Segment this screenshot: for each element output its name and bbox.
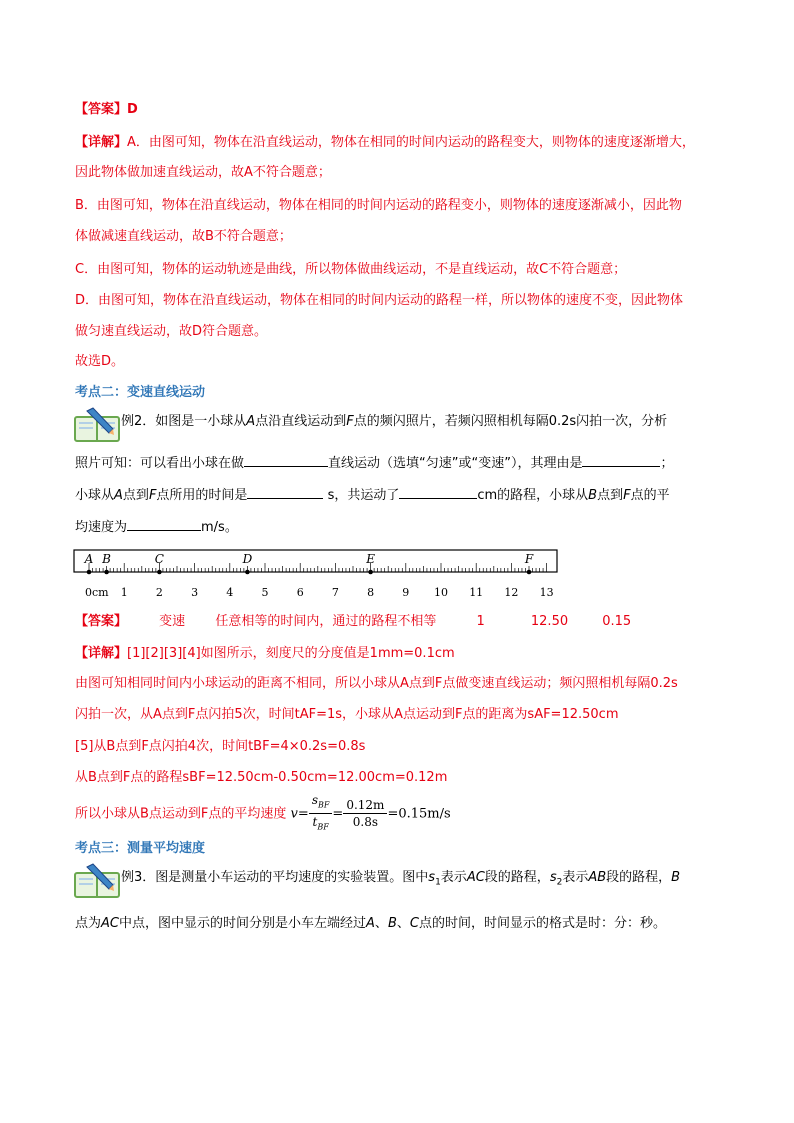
ruler-point-label: E	[366, 552, 375, 566]
answer-2-label: 【答案】	[75, 614, 128, 629]
conclusion-line: 故选D。	[75, 354, 125, 369]
detail-2-line-4: [5]从B点到F点闪拍4次，时间tBF=4×0.2s=0.8s	[75, 739, 366, 754]
ruler-point-B	[104, 570, 109, 575]
ruler-point-E	[368, 570, 373, 575]
ruler-point-label: B	[102, 552, 112, 566]
ruler-point-F	[527, 570, 532, 575]
ruler-number-label: 6	[296, 586, 304, 599]
detail-2-label: 【详解】	[75, 646, 128, 661]
key-point-3-title: 考点三：测量平均速度	[75, 841, 206, 856]
ruler-point-label: C	[154, 552, 164, 566]
detail-text: A．由图可知，物体在沿直线运动，物体在相同的时间内运动的路程变大，则物体的速度逐渐增大，	[127, 135, 695, 150]
answer-blank-1[interactable]	[244, 452, 328, 467]
detail-2-line-1: 【详解】[1][2][3][4]如图所示，刻度尺的分度值是1mm=0.1cm	[75, 646, 455, 661]
key-point-2-title: 考点二：变速直线运动	[75, 385, 206, 400]
detail-2-line-2: 由图可知相同时间内小球运动的距离不相同，所以小球从A点到F点做变速直线运动；频闪照相机每隔0.2s	[75, 676, 678, 691]
detail-line-4: 体做减速直线运动，故B不符合题意；	[75, 229, 292, 244]
answer-blank-4[interactable]	[399, 484, 477, 499]
example-3-line-1: 例3．图是测量小车运动的平均速度的实验装置。图中$s_1$表示AC段的路程，$s_2$表示AB段的路程，B	[121, 870, 681, 888]
answer-2-item-3: 1	[476, 614, 485, 629]
ruler-body	[74, 550, 557, 572]
fraction-values: $\frac{0.12m}{0.8s}$	[343, 797, 387, 830]
answer-value: D	[127, 102, 138, 117]
detail-label: 【详解】	[75, 135, 128, 150]
answer-2-item-1: 变速	[159, 614, 186, 629]
ruler-number-label: 7	[331, 586, 339, 599]
example-2-line-2: 照片可知：可以看出小球在做 直线运动（选填“匀速”或“变速”），其理由是 ；	[75, 452, 673, 474]
ruler-figure	[70, 546, 570, 604]
ruler-number-label: 12	[504, 586, 519, 599]
ruler-point-A	[87, 570, 92, 575]
velocity-formula: v= $\frac{s_{BF}}{t_{BF}}$ = $\frac{0.12m}{0.8s}$ =0.15m/s	[291, 792, 451, 836]
example-2-line-1: 例2．如图是一小球从A点沿直线运动到F点的频闪照片，若频闪照相机每隔0.2s闪拍一次，分析	[121, 414, 668, 429]
ruler-number-label: 4	[226, 586, 234, 599]
ruler-number-label: 3	[191, 586, 199, 599]
answer-2-item-4: 12.50	[530, 614, 569, 629]
answer-blank-5[interactable]	[127, 516, 201, 531]
ruler-point-label: D	[242, 552, 253, 566]
detail-2-line-3: 闪拍一次，从A点到F点闪拍5次，时间tAF=1s，小球从A点运动到F点的距离为sAF=12.50cm	[75, 707, 619, 722]
ruler-number-label: 5	[261, 586, 269, 599]
ruler-point-label: A	[84, 552, 94, 566]
detail-line-5: C．由图可知，物体的运动轨迹是曲线，所以物体做曲线运动，不是直线运动，故C不符合题意；	[75, 262, 627, 277]
ruler-number-label: 10	[434, 586, 448, 599]
ruler-number-label: 13	[539, 586, 554, 599]
ruler-number-label: 11	[469, 586, 484, 599]
answer-blank-3[interactable]	[247, 484, 323, 499]
answer-2-line	[75, 612, 631, 632]
book-pencil-icon	[73, 407, 121, 443]
detail-2-line-6: 所以小球从B点运动到F点的平均速度 v= $\frac{s_{BF}}{t_{BF}}$ = $\frac{0.12m}{0.8s}$ =0.15m/s	[75, 792, 451, 836]
ruler-number-label: 2	[155, 586, 163, 599]
answer-2-item-5: 0.15	[602, 614, 632, 629]
ruler-number-label: 0cm	[85, 586, 109, 599]
ruler-point-D	[245, 570, 250, 575]
detail-line-2: 因此物体做加速直线运动，故A不符合题意；	[75, 165, 331, 180]
answer-label: 【答案】	[75, 102, 128, 117]
detail-line-3: B．由图可知，物体在沿直线运动，物体在相同的时间内运动的路程变小，则物体的速度逐渐减小，因此物	[75, 198, 682, 213]
ruler-number-label: 9	[402, 586, 410, 599]
ruler-number-label: 1	[120, 586, 128, 599]
example-3-line-2: 点为AC中点，图中显示的时间分别是小车左端经过A、B、C点的时间，时间显示的格式是时：分：秒。	[75, 916, 666, 931]
ruler-point-C	[157, 570, 162, 575]
answer-2-item-2: 任意相等的时间内，通过的路程不相等	[215, 614, 437, 629]
ruler-number-label: 8	[367, 586, 375, 599]
detail-2-line-5: 从B点到F点的路程sBF=12.50cm-0.50cm=12.00cm=0.12m	[75, 770, 448, 785]
answer-blank-2[interactable]	[582, 452, 660, 467]
book-pencil-icon	[73, 863, 121, 899]
fraction-s-over-t: $\frac{s_{BF}}{t_{BF}}$	[309, 792, 333, 836]
detail-line-7: 做匀速直线运动，故D符合题意。	[75, 324, 268, 339]
detail-line-1	[75, 133, 695, 153]
answer-line-1	[75, 100, 138, 120]
detail-line-6: D．由图可知，物体在沿直线运动，物体在相同的时间内运动的路程一样，所以物体的速度不变，因此物体	[75, 293, 684, 308]
example-2-line-4: 均速度为 m/s。	[75, 516, 238, 538]
ruler-point-label: F	[524, 552, 534, 566]
ruler-numbers	[85, 586, 554, 599]
example-2-line-3: 小球从A点到F点所用的时间是 s，共运动了 cm的路程，小球从B点到F点的平	[75, 484, 670, 506]
